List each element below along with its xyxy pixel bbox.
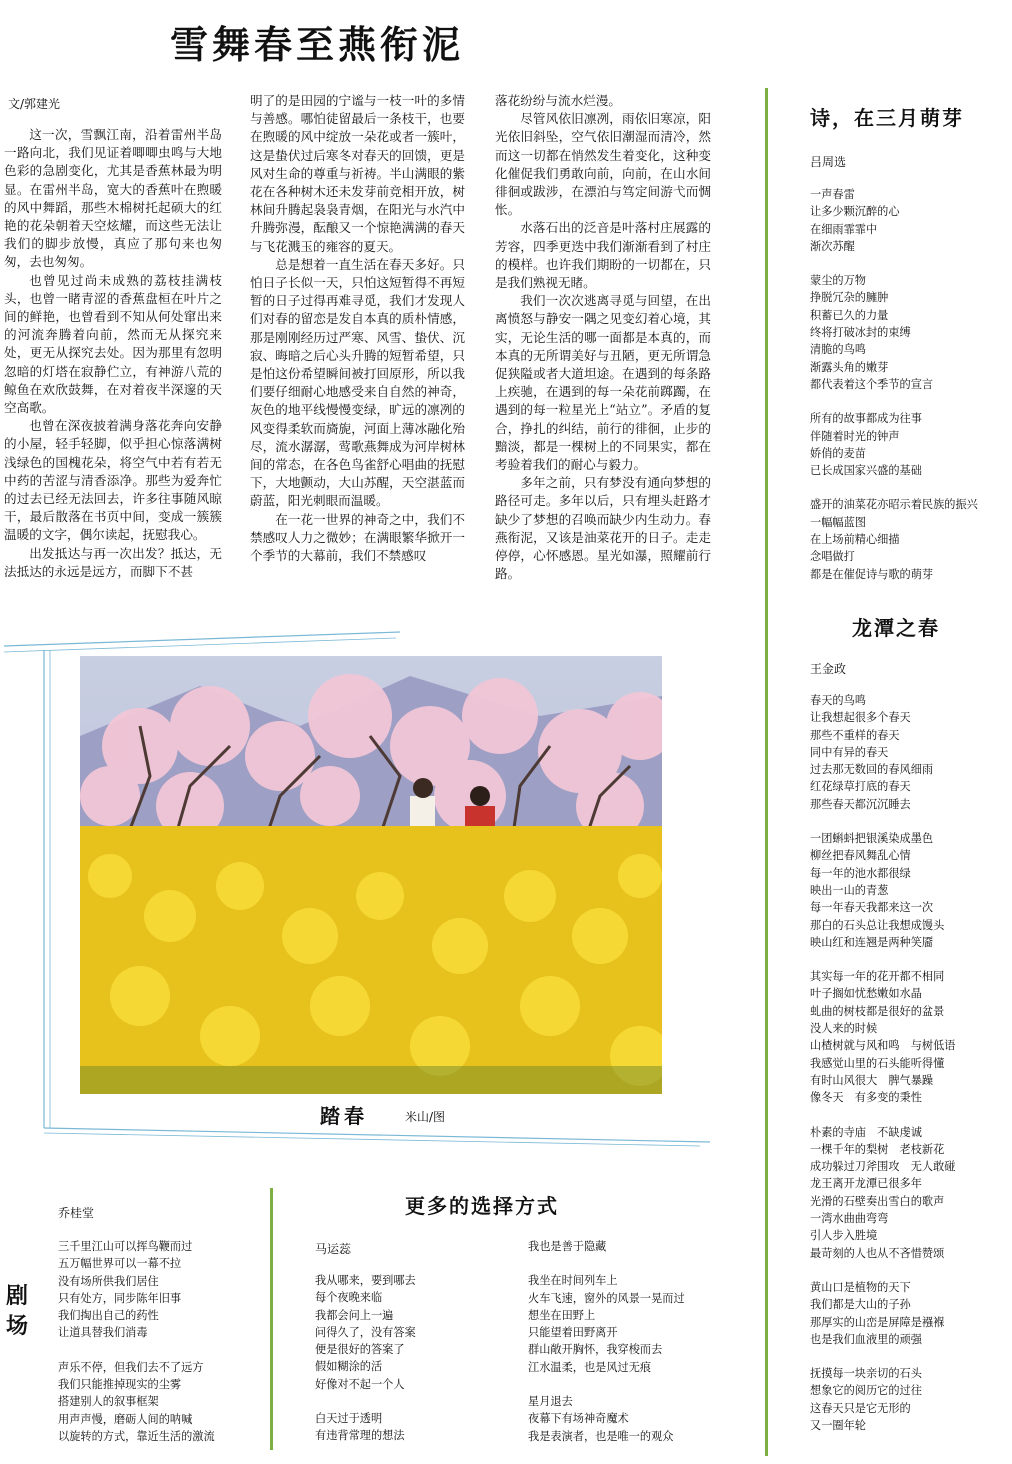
essay-paragraph: 尽管风依旧凛冽，雨依旧寒凉，阳光依旧斜坠，空气依旧潮湿而清冷，然而这一切都在悄然发生着变化，这种变化催促我们勇敢向前，向前，在山水间徘徊或跋涉，在漂泊与笃定间游弋而惆怅。 [495,111,711,218]
poem-stanza [810,1365,1010,1434]
poem-line: 我们都是大山的子孙 [810,1298,911,1312]
poem-stanza [810,410,1010,479]
poem-line: 黄山口是植物的天下 [810,1280,911,1294]
essay-paragraph: 也曾在深夜披着满身落花奔向安静的小屋，轻手轻脚，似乎担心惊落满树浅绿色的国槐花朵，将空气中若有若无中药的苦涩与清香添净。那些为爱奔忙的过去已经无法回去，许多往事随风晾干，最后散落在书页中间，变成一簇簇温暖的文字，偶尔读起，抚慰我心。 [4,418,222,543]
poem-title-more-choice: 更多的选择方式 [405,1194,559,1218]
poem-line: 过去那无数回的春风细雨 [810,763,934,777]
poem-body-longtan [810,692,1010,1451]
poem-line: 火车飞速，窗外的风景一晃而过 [528,1291,685,1305]
poem-line: 在上场前精心细描 [810,533,900,547]
poem-line: 我是表演者，也是唯一的观众 [528,1429,674,1443]
poem-line: 没有场所供我们居住 [58,1274,159,1288]
poem-stanza [810,1279,1010,1348]
essay-title: 雪舞春至燕衔泥 [170,23,465,67]
poem-line: 都是在催促诗与歌的萌芽 [810,567,934,581]
poem-line: 一棵千年的梨树 老枝新花 [810,1142,945,1156]
poem-body-more-choice-b [528,1238,758,1462]
poem-body-juchang [58,1238,268,1462]
poem-line: 也是我们血液里的顽强 [810,1332,922,1346]
poem-body-shi [810,186,1010,600]
essay-paragraph: 出发抵达与再一次出发？抵达，无法抵达的永远是远方，而脚下不甚 [4,545,222,579]
poem-line: 红花绿草打底的春天 [810,780,911,794]
essay-paragraph: 也曾见过尚未成熟的荔枝挂满枝头，也曾一睹青涩的香蕉盘桓在叶片之间的鲜艳，也曾看到不知从何处窜出来的河流奔腾着向前，然而无从探究来处，更无从探究去处。因为那里有忽明忽暗的灯塔在寂静伫立，有神游八荒的鲸鱼在欢欣鼓舞，在对着夜半深邃的天空高歌。 [4,272,222,416]
poem-line: 搭建别人的叙事框架 [58,1395,159,1409]
poem-line: 叶子搁如忧愁嫩如水晶 [810,987,922,1001]
poem-line: 用声声慢，磨砺人间的呐喊 [58,1412,193,1426]
poem-line: 有时山风很大 脾气暴躁 [810,1073,934,1087]
essay-paragraph: 这一次，雪飘江南，沿着雷州半岛一路向北，我们见证着唧唧虫鸣与大地色彩的急剧变化，尤其是香蕉林最为明显。在雷州半岛，宽大的香蕉叶在煦暖的风中舞蹈，那些木棉树托起硕大的红艳的花朵朝着天空炫耀，而这些无法让我们的脚步放慢，真应了那句来也匆匆，去也匆匆。 [4,127,222,270]
poem-line: 朴素的寺庙 不缺虔诚 [810,1125,922,1139]
poem-line: 五万幅世界可以一幕不拉 [58,1257,182,1271]
photo-title: 踏春 [320,1104,368,1128]
poem-line: 想坐在田野上 [528,1308,596,1322]
poem-body-more-choice-a [315,1272,515,1462]
poem-line: 我也是善于隐藏 [528,1240,607,1253]
poem-line: 只能望着田野离开 [528,1326,618,1340]
poem-author-qiao: 乔桂堂 [58,1206,95,1220]
poem-stanza [810,830,1010,951]
poem-stanza [528,1238,758,1255]
poem-stanza [58,1359,268,1445]
poem-line: 像冬天 有多变的秉性 [810,1091,922,1105]
poem-line: 便是很好的答案了 [315,1343,405,1357]
poem-line: 积蓄已久的力量 [810,308,889,322]
poem-stanza [528,1393,758,1445]
poem-title-longtan: 龙潭之春 [852,616,940,640]
poem-line: 最苛刻的人也从不吝惜赞颂 [810,1246,945,1260]
poem-line: 同中有异的春天 [810,745,889,759]
essay-paragraph: 我们一次次逃离寻觅与回望，在出离愤怒与静安一隅之见变幻着心境，其实，无论生活的哪一面都是本真的，而本真的无所谓美好与丑陋，更无所谓急促狭隘或者大道坦途。在遇到的每条路上疾驰，在遇到的每一朵花前踯躅，在遇到的每一粒星光上“站立”。矛盾的复合，挣扎的纠结，前行的徘徊，止步的黯淡，都是一棵树上的不同果实，都在考验着我们的耐心与毅力。 [495,293,711,473]
poem-line: 有违背常理的想法 [315,1429,405,1443]
poem-line: 映山红和连翘是两种笑靥 [810,935,934,949]
poem-line: 都代表着这个季节的宣言 [810,377,934,391]
essay-author: 文/郭建光 [8,97,61,111]
essay-column-2 [250,92,465,565]
poem-stanza [810,496,1010,582]
poem-line: 成功躲过刀斧围攻 无人敢碰 [810,1160,956,1174]
poem-line: 这春天只是它无形的 [810,1401,911,1415]
poem-line: 蒙尘的万物 [810,274,866,288]
bottom-divider [270,1188,273,1450]
poem-line: 在细雨霏霏中 [810,222,878,236]
poem-line: 每一年的池水都很绿 [810,866,911,880]
poem-line: 又一圈年轮 [810,1418,866,1432]
poem-line: 每一年春天我都来这一次 [810,901,934,915]
photo-credit: 米山/图 [405,1110,446,1124]
poem-line: 映出一山的青葱 [810,883,889,897]
poem-line: 每个夜晚来临 [315,1291,383,1305]
essay-column-3 [495,92,711,583]
poem-stanza [58,1238,268,1342]
poem-line: 山楂树就与风和鸣 与树低语 [810,1039,956,1053]
poem-stanza [810,692,1010,813]
poem-line: 已长成国家兴盛的基础 [810,464,922,478]
poem-line: 我感觉山里的石头能听得懂 [810,1056,945,1070]
poem-line: 好像对不起一个人 [315,1377,405,1391]
poem-line: 假如糊涂的活 [315,1360,383,1374]
poem-author-wang: 王金政 [810,662,847,676]
poem-line: 终将打破冰封的束缚 [810,326,911,340]
poem-stanza [810,186,1010,255]
poem-author-lv: 吕周选 [810,155,847,169]
poem-line: 白天过于透明 [315,1412,383,1426]
column-divider [765,88,768,1456]
poem-line: 一幅幅蓝图 [810,515,866,529]
poem-line: 让多少颗沉醉的心 [810,205,900,219]
poem-line: 其实每一年的花开都不相同 [810,970,945,984]
poem-line: 声乐不停，但我们去不了远方 [58,1360,204,1374]
poem-line: 江水温柔，也是风过无痕 [528,1360,652,1374]
essay-column-1 [4,126,222,581]
poem-line: 那些不重样的春天 [810,728,900,742]
poem-line: 抚摸每一块亲切的石头 [810,1367,922,1381]
essay-paragraph: 在一花一世界的神奇之中，我们不禁感叹人力之微妙；在满眼繁华掀开一个季节的大幕前，我们不禁感叹 [250,511,465,564]
poem-line: 挣脱冗杂的臃肿 [810,291,889,305]
poem-line: 一团蝌蚪把银溪染成墨色 [810,832,934,846]
poem-author-ma: 马运蕊 [315,1242,352,1256]
poem-line: 我坐在时间列车上 [528,1274,618,1288]
poem-stanza [810,968,1010,1106]
poem-line: 那白的石头总让我想成馒头 [810,918,945,932]
poem-line: 星月退去 [528,1395,573,1409]
poem-line: 问得久了，没有答案 [315,1325,416,1339]
poem-line: 所有的故事都成为往事 [810,412,922,426]
poem-line: 渐次苏醒 [810,239,855,253]
poem-line: 一湾水曲曲弯弯 [810,1212,889,1226]
poem-line: 那些春天都沉沉睡去 [810,797,911,811]
poem-line: 柳丝把春风舞乱心情 [810,849,911,863]
poem-line: 一声春雷 [810,188,855,201]
essay-paragraph: 水落石出的泛音是叶落村庄展露的芳容，四季更迭中我们渐渐看到了村庄的模样。也许我们期盼的一切都在，只是我们熟视无睹。 [495,220,711,291]
poem-line: 娇俏的麦苗 [810,446,866,460]
essay-paragraph: 明了的是田园的宁谧与一枝一叶的多情与善感。哪怕徒留最后一条枝干，也要在煦暖的风中绽放一朵花或者一簇叶，这是蛰伏过后寒冬对春天的回馈，更是风对生命的尊重与祈祷。半山满眼的紫花在各种树木还未发芽前竞相开放，树林间升腾起袅袅青烟，在阳光与水汽中升腾弥漫，酝酿又一个惊艳满满的春天与飞花溅玉的雍容的夏天。 [250,93,465,254]
poem-line: 我们只能推掉现实的尘雾 [58,1378,182,1392]
poem-stanza [810,1124,1010,1262]
poem-stanza [528,1272,758,1376]
poem-line: 伴随着时光的钟声 [810,429,900,443]
poem-line: 以旋转的方式，靠近生活的激流 [58,1429,215,1443]
poem-line: 我都会问上一遍 [315,1308,394,1322]
poem-stanza [315,1410,515,1445]
poem-title-juchang: 剧场 [6,1284,29,1339]
essay-paragraph: 多年之前，只有梦没有通向梦想的路径可走。多年以后，只有埋头赶路才缺少了梦想的召唤而缺少内生动力。春燕衔泥，又该是油菜花开的日子。走走停停，心怀感恩。星光如瀑，照耀前行路。 [495,475,711,582]
poem-line: 没人来的时候 [810,1022,878,1036]
poem-line: 引人步入胜境 [810,1229,878,1243]
poem-line: 盛开的油菜花亦昭示着民族的振兴 [810,498,978,512]
poem-line: 清脆的鸟鸣 [810,343,866,357]
poem-line: 念唱做打 [810,550,855,564]
poem-line: 群山敞开胸怀，我穿梭而去 [528,1343,663,1357]
poem-line: 那厚实的山峦是屏障是襁褓 [810,1315,945,1329]
poem-line: 我们掏出自己的药性 [58,1309,159,1323]
poem-stanza [315,1272,515,1393]
essay-paragraph: 总是想着一直生活在春天多好。只怕日子长似一天，只怕这短暂得不再短暂的日子过得再难寻觅，我们才发现人们对春的留恋是发自本真的质朴情感，那是刚刚经历过严寒、风雪、蛰伏、沉寂、晦暗之后心头升腾的短暂希望，只是怕这份希望瞬间被打回原形，所以我们要仔细耐心地感受来自自然的神奇，灰色的地平线慢慢变绿，旷远的凛冽的风变得柔软而旖旎，河面上薄冰融化殆尽，流水潺潺，莺歌燕舞成为河岸树林间的常态，在各色鸟雀舒心唱曲的抚慰下，大地颤动，大山苏醒，天空湛蓝而蔚蓝，阳光刺眼而温暖。 [250,256,465,509]
poem-line: 三千里江山可以挥鸟鞭而过 [58,1240,193,1253]
poem-line: 夜幕下有场神奇魔术 [528,1412,629,1426]
poem-line: 渐露头角的嫩芽 [810,360,889,374]
essay-paragraph: 落花纷纷与流水烂漫。 [495,93,621,108]
poem-line: 让道具替我们消毒 [58,1326,148,1340]
poem-line: 我从哪来，要到哪去 [315,1274,416,1287]
poem-line: 龙王离开龙潭已很多年 [810,1177,922,1191]
poem-stanza [810,272,1010,393]
poem-line: 让我想起很多个春天 [810,711,911,725]
poem-line: 只有处方，同步陈年旧事 [58,1291,182,1305]
poem-title-shi: 诗，在三月萌芽 [810,106,964,130]
poem-line: 想象它的阅历它的过往 [810,1384,922,1398]
poem-line: 春天的鸟鸣 [810,694,866,707]
photo-canola-blossoms [80,656,662,1094]
poem-line: 光滑的石壁奏出雪白的歌声 [810,1194,945,1208]
poem-line: 虬曲的树枝都是很好的盆景 [810,1004,945,1018]
